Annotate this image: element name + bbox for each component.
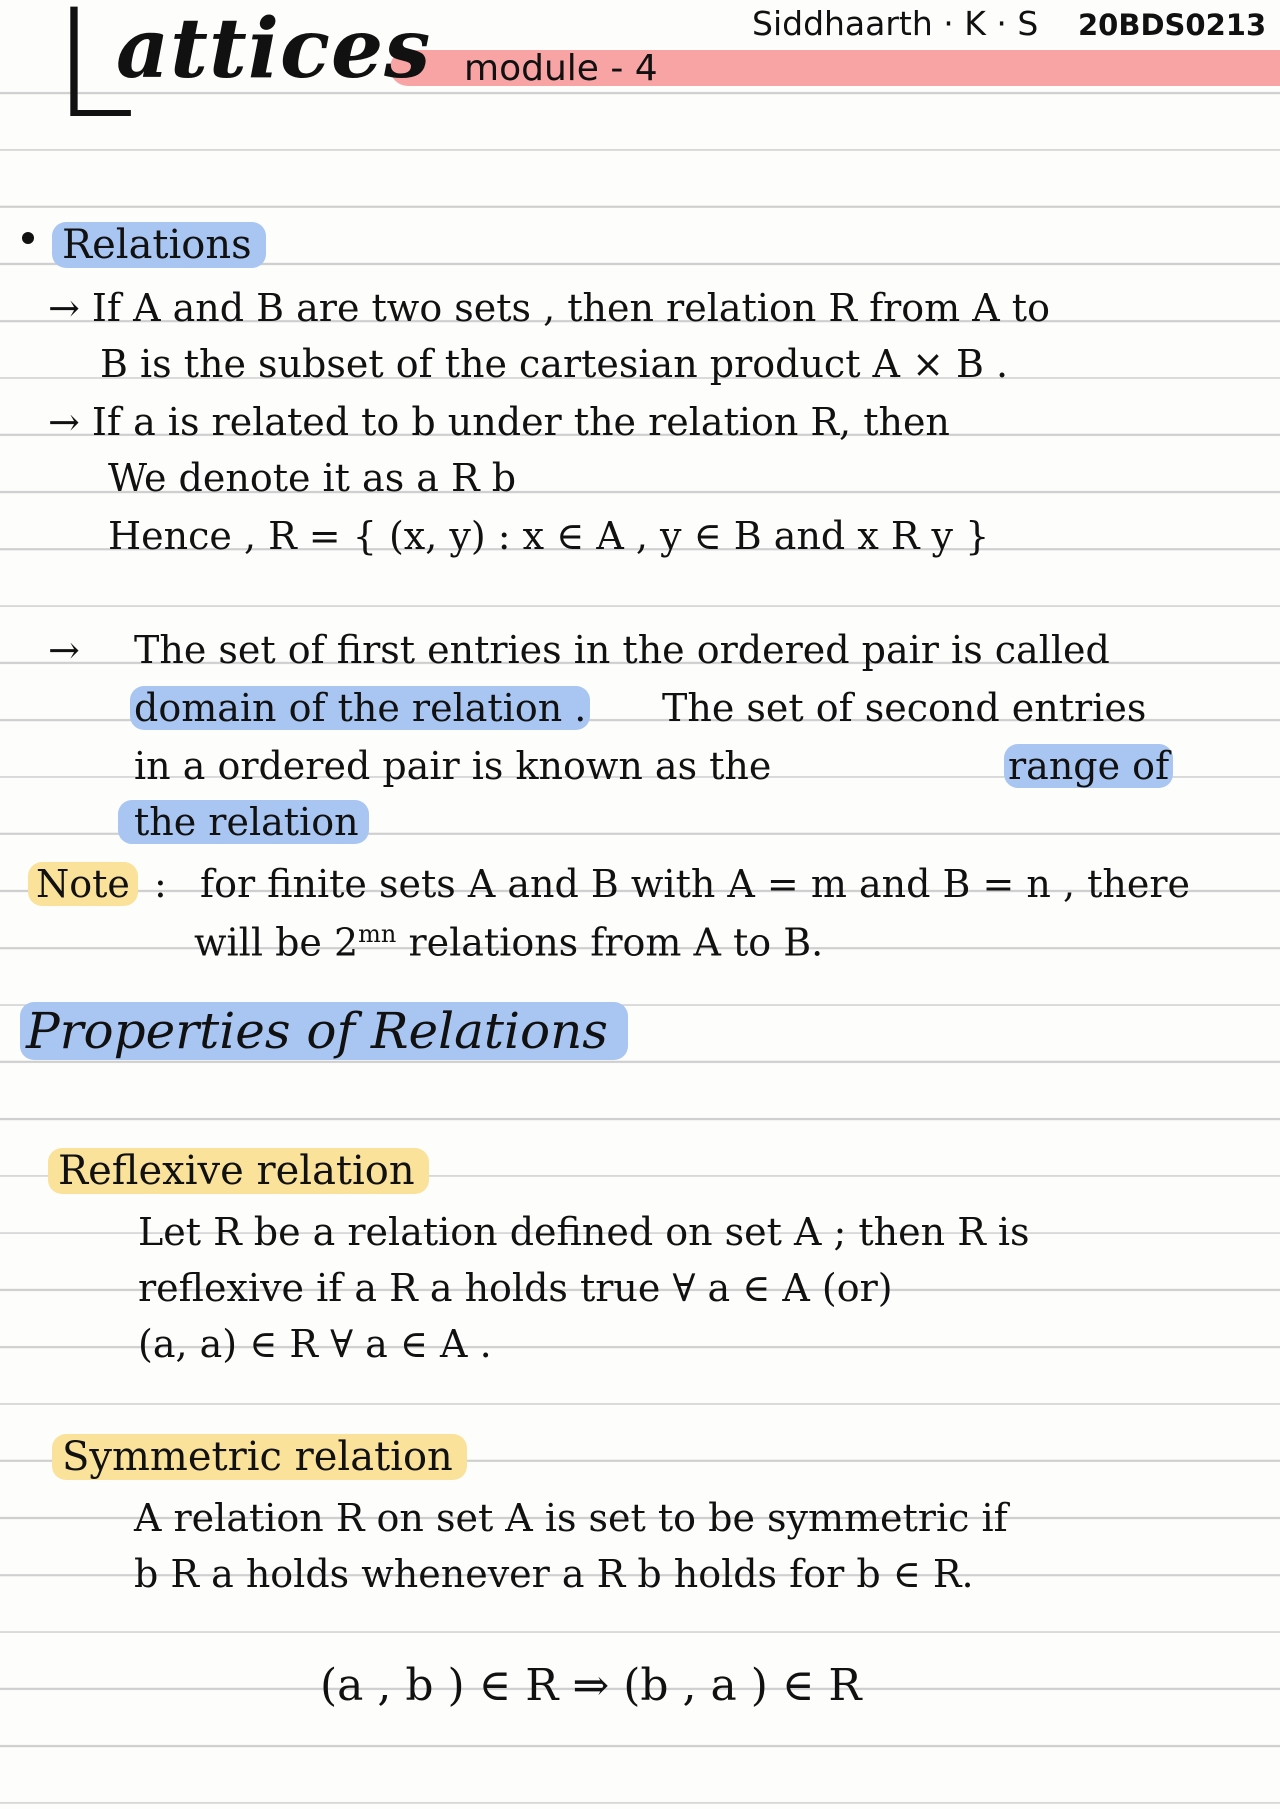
note-line-2-b: relations from A to B. <box>396 920 824 965</box>
note-line-1: for finite sets A and B with A = m and B = n , there <box>200 862 1191 906</box>
registration-number: 20BDS0213 <box>1078 8 1267 42</box>
note-line-2-a: will be 2 <box>194 920 359 965</box>
relations-line-5: Hence , R = { (x, y) : x ∈ A , y ∈ B and x R y } <box>108 514 990 558</box>
reflexive-line-1: Let R be a relation defined on set A ; then R is <box>138 1210 1030 1254</box>
relations-line-2: B is the subset of the cartesian product A × B . <box>100 342 1009 386</box>
domain-line-3: in a ordered pair is known as the <box>134 744 772 788</box>
domain-line-1: The set of first entries in the ordered pair is called <box>134 628 1110 672</box>
reflexive-heading: Reflexive relation <box>48 1148 429 1194</box>
relations-line-4: We denote it as a R b <box>108 456 517 500</box>
note-line-2 <box>194 920 823 965</box>
page-title: attices <box>116 1 432 97</box>
note-label: Note <box>28 862 138 906</box>
arrow-icon: → <box>48 628 80 672</box>
reflexive-line-3: (a, a) ∈ R ∀ a ∈ A . <box>138 1322 492 1366</box>
range-term-a: range of <box>1004 744 1173 788</box>
relations-heading: Relations <box>52 222 266 268</box>
bullet-icon <box>22 232 34 244</box>
range-term-b: the relation <box>118 800 369 844</box>
domain-line-2: The set of second entries <box>662 686 1147 730</box>
symmetric-heading: Symmetric relation <box>52 1434 467 1480</box>
title-letter: L <box>52 0 136 152</box>
symmetric-line-1: A relation R on set A is set to be symmetric if <box>134 1496 1008 1540</box>
symmetric-formula: (a , b ) ∈ R ⇒ (b , a ) ∈ R <box>320 1660 862 1711</box>
module-label: module - 4 <box>464 48 658 89</box>
symmetric-line-2: b R a holds whenever a R b holds for b ∈ R. <box>134 1552 974 1596</box>
author-name: Siddhaarth · K · S <box>752 4 1039 43</box>
note-exponent: mn <box>358 920 397 948</box>
relations-line-1: → If A and B are two sets , then relation R from A to <box>48 286 1050 330</box>
reflexive-line-2: reflexive if a R a holds true ∀ a ∈ A (or) <box>138 1266 893 1310</box>
note-colon: : <box>154 862 167 906</box>
relations-line-3: → If a is related to b under the relation R, then <box>48 400 950 444</box>
domain-term: domain of the relation . <box>130 686 590 730</box>
properties-heading: Properties of Relations <box>20 1002 628 1060</box>
